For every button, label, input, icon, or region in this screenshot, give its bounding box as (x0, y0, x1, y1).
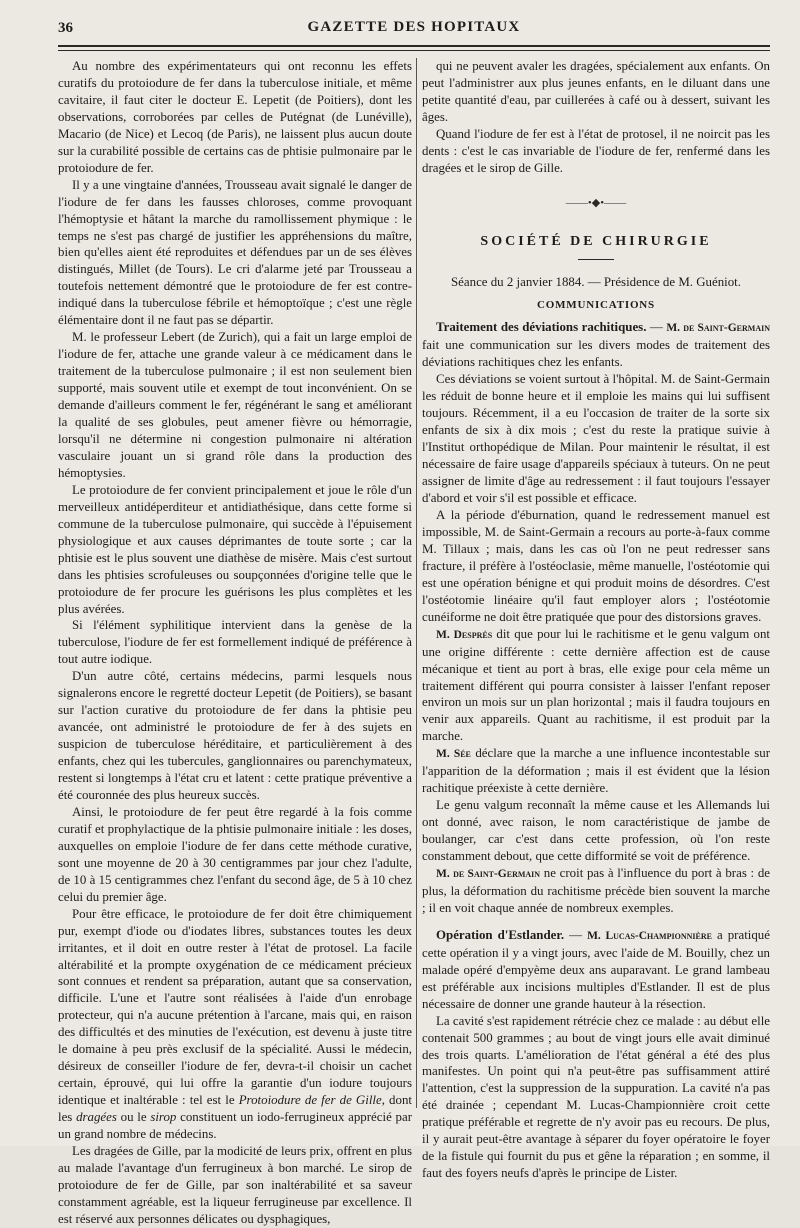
paragraph: Le protoiodure de fer convient principalement et joue le rôle d'un merveilleux antidéperditeur et antidiathésique, dans cette forme si commune de la tuberculose pulmonaire, qui succède à l'épuisement physiologique et aux causes déprimantes de toute sorte ; car la phtisie est le plus souvent une diathèse de misère. Mais c'est surtout dans les phtisies scrofuleuses ou soupçonnées d'origine telle que le protoiodure de fer procure les guérisons les plus complètes et les plus avérées. (58, 482, 412, 616)
paragraph-text: dit que pour lui le rachitisme et le genu valgum ont une origine différente : cette dernière affection est de cause mécanique et tient au port à bras, elle exige pour cela même un traitement différent qui pourra consister à laisser l'enfant reposer environ un mois sur un plan horizontal ; mais il faudra toujours en venir aux appareils. Quant au rachitisme, il est produit par la marche. (422, 626, 770, 744)
paragraph: Il y a une vingtaine d'années, Trousseau avait signalé le danger de l'iodure de fer dans les fausses chloroses, comme provoquant l'hémoptysie et hâtant la marche du ramollissement phymique : le temps ne s'est pas chargé de justifier les appréhensions du maître, bien qu'elles aient été reproduites et défendues par un de ses élèves distingués, Millet (de Tours). Le cri d'alarme jeté par Trousseau a toutefois nettement démontré que le protoiodure de fer est contre-indiqué dans la tuberculose fébrile et hémoptoïque ; c'est une règle élémentaire dont il ne faut pas se départir. (58, 177, 412, 328)
dash: — (564, 927, 588, 942)
header-rule-thin (58, 50, 770, 51)
speaker-name: M. Lucas-Championnière (587, 929, 712, 942)
paragraph: Ces déviations se voient surtout à l'hôpital. M. de Saint-Germain les réduit de bonne heure et il emploie les mains qui lui suffisent toujours. Récemment, il a eu l'occasion de traiter de la sorte six enfants de six à dix mois ; c'est du reste la pratique suivie à l'Institut orthopédique de Milan. Pour maintenir le résultat, il est nécessaire de faire usage d'appareils spéciaux à tuteurs. On ne peut assigner de limite d'âge au redressement : il faut toujours l'essayer d'abord et voir s'il est possible et efficace. (422, 372, 770, 506)
speaker-name: M. Després (436, 628, 493, 641)
paragraph: M. le professeur Lebert (de Zurich), qui a fait un large emploi de l'iodure de fer, attache une grande valeur à ce médicament dans le traitement de la tuberculose pulmonaire ; il est non seulement bien supporté, mais souvent utile et exempt de tout inconvénient. On se demande d'ailleurs comment le fer, régénérant le sang et améliorant la qualité de ses globules, peut amener fièvre ou hémorragie, lorsqu'il ne détermine ni congestion pulmonaire ni altération vasculaire jouant un si grand rôle dans la production des hémoptysies. (58, 330, 412, 480)
right-column (422, 58, 770, 1182)
header-rule-thick (58, 45, 770, 47)
section-rule (578, 259, 614, 260)
paragraph: Les dragées de Gille, par la modicité de leurs prix, offrent en plus au malade l'avantage d'un ferrugineux à bon marché. Le sirop de protoiodure de fer de Gille, par son inaltérabilité et sa saveur constamment agréable, est la liqueur ferrugineuse par excellence. Il est réservé aux personnes délicates ou dysphagiques, (58, 1144, 412, 1226)
paragraph: Si l'élément syphilitique intervient dans la genèse de la tuberculose, l'iodure de fer est formellement indiqué de préférence à tout autre iodique. (58, 618, 412, 667)
speaker-name: M. de Saint-Germain (666, 322, 770, 335)
speaker-paragraph (422, 626, 770, 746)
paragraph-text: fait une communication sur les divers modes de traitement des déviations rachitiques chez les enfants. (422, 338, 770, 370)
paragraph-text: a pratiqué cette opération il y a vingt jours, avec l'aide de M. Bouilly, chez un malade opéré d'empyème deux ans auparavant. Le grand lambeau est préférable aux incisions multiples d'Estlander. Il est de plus nécessaire de donner une grande hauteur à la résection. (422, 927, 770, 1011)
paragraph-text: ou le (116, 1110, 151, 1125)
column-divider (416, 58, 417, 1108)
article-title: Traitement des déviations rachitiques. (436, 320, 647, 335)
ornament-divider: ——•◆•—— (565, 196, 627, 209)
journal-title: GAZETTE DES HOPITAUX (307, 19, 521, 35)
paragraph-gille (58, 906, 412, 1143)
article-opening (422, 319, 770, 371)
session-info: Séance du 2 janvier 1884. — Présidence de M. Guéniot. (451, 274, 741, 289)
paragraph: Quand l'iodure de fer est à l'état de protosel, il ne noircit pas les dents : c'est le cas invariable de l'iodure de fer, renfermé dans les dragées et le sirop de Gille. (422, 126, 770, 175)
dash: — (646, 320, 667, 335)
product-form: sirop (150, 1110, 177, 1125)
speaker-name: M. de Saint-Germain (436, 867, 541, 880)
paragraph: D'un autre côté, certains médecins, parmi lesquels nous signalerons encore le regretté docteur Lepetit (de Poitiers), se basant sur l'action curative du protoiodure de fer dans la phtisie peu avancée, ont administré le protoiodure de fer à des sujets en suspicion de tuberculose héréditaire, et particulièrement à des enfants, chez qui les tubercules, ganglionnaires ou parenchymateux, restent si longtemps à l'état cru et latent : cette pratique préventive a été couronnée des plus heureux succès. (58, 669, 412, 802)
left-column (58, 58, 412, 1228)
product-form: dragées (76, 1110, 117, 1125)
page-header (58, 16, 770, 40)
speaker-paragraph (422, 865, 770, 917)
paragraph-text: constituent un iodo-ferrugineux apprécié par un grand nombre de médecins. (58, 1110, 412, 1142)
paragraph-text: Pour être efficace, le protoiodure de fer doit être chimiquement pur, exempt d'iode ou d'iodates libres, substances toutes les deux irritantes, et il doit en outre rester à l'état de protosel. La facile altérabilité et la prompte oxygénation de ce médicament précieux sont connues et rendent sa préparation, autant que sa conservation, difficile. L'une et l'autre sont réalisées à l'aide d'un enrobage protecteur, qui n'a aucune prétention à l'arcane, mais qui, en raison des difficultés et des minuties de l'exécution, est devenu à juste titre le domaine à peu près exclusif de la spécialité. Aussi le médecin, désireux de conseiller l'iodure de fer, devra-t-il choisir un cachet certain, éprouvé, qui lui offre la garantie d'un iodure toujours identique et inaltérable : tel est le (58, 906, 412, 1108)
section-title: SOCIÉTÉ DE CHIRURGIE (480, 233, 712, 249)
article-opening (422, 927, 770, 1013)
paragraph: qui ne peuvent avaler les dragées, spécialement aux enfants. On peut l'administrer aux plus jeunes enfants, en le diluant dans une petite quantité d'eau, par cuillerées à café ou à dessert, suivant les âges. (422, 59, 770, 124)
paragraph-text: déclare que la marche a une influence incontestable sur l'apparition de la déformation ; mais il est évident que la lésion rachitique préexiste à cette dernière. (422, 746, 771, 796)
article-title: Opération d'Estlander. (436, 927, 565, 942)
product-name: Protoiodure de fer de Gille (238, 1093, 382, 1108)
paragraph: A la période d'éburnation, quand le redressement manuel est impossible, M. de Saint-Germain a recours au porte-à-faux comme M. Tillaux ; mais, dans les cas où l'on ne peut redresser sans fracture, il préfère à l'ostéoclasie, même manuelle, l'ostéotomie qui est une opération bénigne et qui produit moins de désordres. C'est l'ostéotomie linéaire qu'il faut employer alors ; l'ostéotomie cunéiforme ne doit être pratiquée que pour des distorsions graves. (422, 507, 770, 624)
paragraph: Au nombre des expérimentateurs qui ont reconnu les effets curatifs du protoiodure de fer dans la tuberculose initiale, et même cavitaire, il faut citer le docteur E. Lepetit (de Poitiers), dont les observations, corroborées par celles de Putégnat (de Lunéville), Macario (de Nice) et Lecoq (de Paris), ne laissent plus aucun doute sur la curabilité possible de certains cas de phtisie pulmonaire par le protoiodure de fer. (58, 59, 412, 175)
paragraph: Ainsi, le protoiodure de fer peut être regardé à la fois comme curatif et prophylactique de la phtisie pulmonaire initiale : les doses, auxquelles on emploie l'iodure de fer dans cette méthode curative, sont une moyenne de 20 à 30 centigrammes par jour chez l'adulte, de 10 à 15 centigrammes chez l'enfant du second âge, de 5 à 10 chez celui du premier âge. (58, 804, 412, 904)
paragraph: Le genu valgum reconnaît la même cause et les Allemands lui ont donné, avec raison, le nom caractéristique de jambe de boulanger, car c'est dans cette profession, où l'on reste constamment debout, que cette difformité se voit de préférence. (422, 798, 770, 864)
paragraph-text: ne croit pas à l'influence du port à bras : de plus, la déformation du rachitisme précède bien souvent la marche ; il en voit chaque année de nombreux exemples. (422, 865, 770, 915)
paragraph: La cavité s'est rapidement rétrécie chez ce malade : au début elle contenait 500 grammes ; au bout de vingt jours elle avait diminué des trois quarts. L'amélioration de l'état général a été des plus manifestes. Un point qui n'a peut-être pas suffisamment attiré l'attention, c'est la suppression de la suppuration. La cavité n'a pas été drainée ; cependant M. Lucas-Championnière croit cette pratique préférable et regrette de n'y avoir pas eu recours. De plus, il y aurait peut-être avantage à séparer du foyer opératoire le foyer de la fistule qui fournit du pus et gêne la réparation ; en somme, il faut des foyers neufs d'après le principe de Lister. (422, 1013, 770, 1181)
speaker-name: M. Sée (436, 748, 471, 761)
page-number: 36 (58, 20, 73, 36)
paragraph-text: , dont les (58, 1093, 412, 1125)
speaker-paragraph (422, 745, 770, 797)
subheading: COMMUNICATIONS (537, 298, 655, 311)
